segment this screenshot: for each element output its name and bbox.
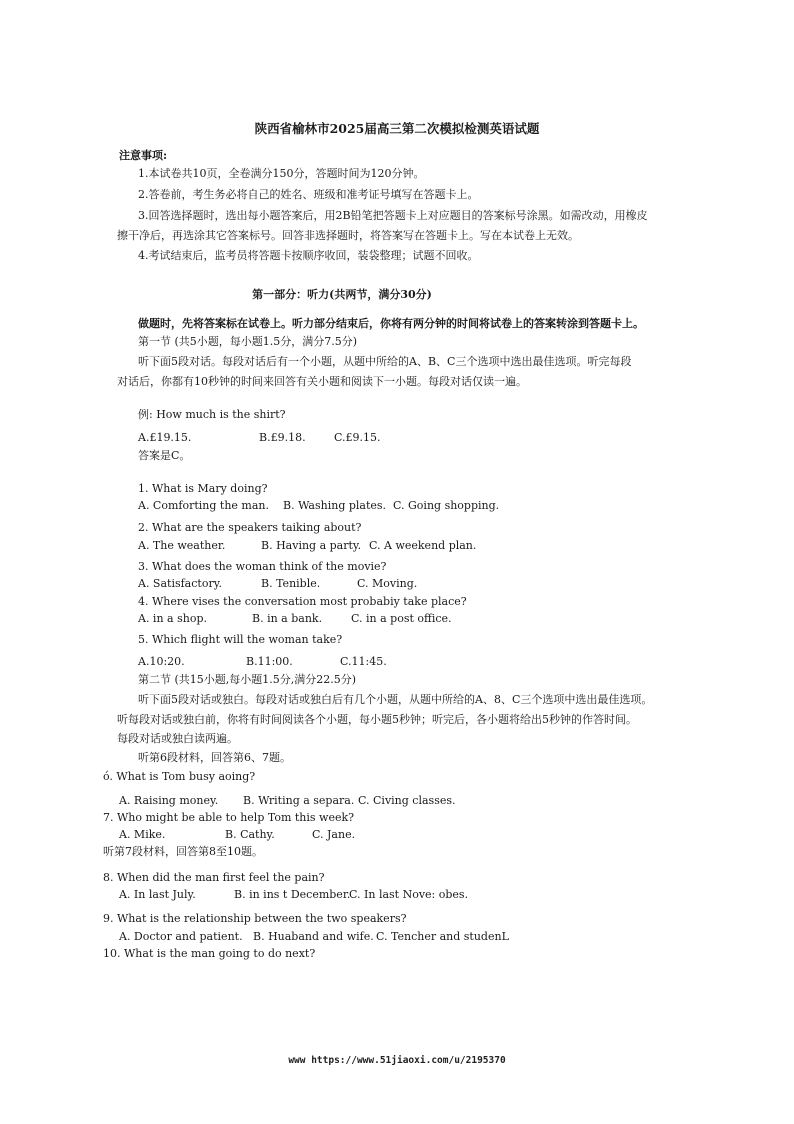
q4-option-c: C. in a post office. (351, 612, 452, 625)
q6-option-a: A. Raising money. (119, 794, 219, 807)
section1-desc-1: 听下面5段对话。每段对话后有一个小题，从题中所给的A、B、C三个选项中选出最佳选项。听完每段 (138, 355, 632, 368)
material-6-note: 听第6段材料，回答第6、7题。 (138, 751, 291, 764)
question-7: 7. Who might be able to help Tom this week? (103, 811, 355, 824)
material-7-note: 听第7段材料，回答第8至10题。 (103, 845, 263, 858)
notice-heading: 注意事项: (119, 149, 168, 162)
q6-option-c: C. Civing classes. (358, 794, 456, 807)
notice-item-2: 2.答卷前，考生务必将自己的姓名、班级和准考证号填写在答题卡上。 (138, 188, 479, 201)
question-8: 8. When did the man first feel the pain? (103, 871, 325, 884)
page-title: 陕西省榆林市2025届高三第二次模拟检测英语试题 (254, 121, 540, 136)
question-10: 10. What is the man going to do next? (103, 947, 316, 960)
q7-option-b: B. Cathy. (225, 828, 275, 841)
q9-option-c: C. Tencher and studenL (376, 930, 509, 943)
part1-instruction: 做题时，先将答案标在试卷上。听力部分结束后，你将有两分钟的时间将试卷上的答案转涂到答题卡上。 (138, 317, 644, 330)
q3-option-b: B. Tenible. (261, 577, 321, 590)
q4-option-b: B. in a bank. (252, 612, 323, 625)
section1-desc-2: 对话后，你都有10秒钟的时间来回答有关小题和阅读下一小题。每段对话仅读一遍。 (117, 375, 527, 388)
question-3: 3. What does the woman think of the movie? (138, 560, 387, 573)
q4-option-a: A. in a shop. (138, 612, 207, 625)
footer-url: www https://www.51jiaoxi.com/u/2195370 (288, 1055, 506, 1066)
q2-option-a: A. The weather. (138, 539, 226, 552)
q5-option-a: A.10:20. (138, 655, 185, 668)
notice-item-4: 4.考试结束后，监考员将答题卡按顺序收回，装袋整理；试题不回收。 (138, 249, 479, 262)
section2-desc-3: 每段对话或独白读两遍。 (117, 732, 238, 745)
q1-option-c: C. Going shopping. (393, 499, 500, 512)
q6-option-b: B. Writing a separa. (243, 794, 355, 807)
section1-heading: 第一节 (共5小题，每小题1.5分，满分7.5分) (138, 335, 358, 348)
q7-option-a: A. Mike. (119, 828, 166, 841)
part1-heading: 第一部分：听力(共两节，满分30分) (252, 288, 432, 301)
section2-desc-2: 听每段对话或独白前，你将有时间阅读各个小题，每小题5秒钟；听完后，各小题将给出5秒钟的作答时间。 (117, 713, 637, 726)
example-option-b: B.£9.18. (259, 431, 306, 444)
question-1: 1. What is Mary doing? (138, 482, 268, 495)
q3-option-c: C. Moving. (357, 577, 418, 590)
q3-option-a: A. Satisfactory. (138, 577, 222, 590)
q1-option-a: A. Comforting the man. (138, 499, 270, 512)
q2-option-c: C. A weekend plan. (369, 539, 477, 552)
question-4: 4. Where vises the conversation most probabiy take place? (138, 595, 467, 608)
example-question: 例: How much is the shirt? (138, 408, 286, 421)
notice-item-3: 3.回答选择题时，选出每小题答案后，用2B铅笔把答题卡上对应题目的答案标号涂黑。如需改动，用橡皮 (138, 209, 648, 222)
q7-option-c: C. Jane. (312, 828, 356, 841)
q9-option-a: A. Doctor and patient. (119, 930, 243, 943)
example-option-a: A.£19.15. (138, 431, 192, 444)
q8-option-a: A. In last July. (119, 888, 196, 901)
section2-desc-1: 听下面5段对话或独白。每段对话或独白后有几个小题，从题中所给的A、8、C三个选项中选出最佳选项。 (138, 693, 653, 706)
q1-option-b: B. Washing plates. (283, 499, 387, 512)
question-9: 9. What is the relationship between the two speakers? (103, 912, 407, 925)
example-answer: 答案是C。 (138, 449, 191, 462)
q8-option-c: C. In last Nove: obes. (349, 888, 469, 901)
question-6: ó. What is Tom busy aoing? (103, 770, 256, 783)
q2-option-b: B. Having a party. (261, 539, 362, 552)
question-5: 5. Which flight will the woman take? (138, 633, 343, 646)
q9-option-b: B. Huaband and wife. (253, 930, 374, 943)
notice-item-1: 1.本试卷共10页，全卷满分150分，答题时间为120分钟。 (138, 167, 425, 180)
question-2: 2. What are the speakers taiking about? (138, 521, 362, 534)
notice-item-3-cont: 擦干净后，再选涂其它答案标号。回答非选择题时，将答案写在答题卡上。写在本试卷上无效。 (117, 229, 579, 242)
q5-option-c: C.11:45. (340, 655, 387, 668)
q5-option-b: B.11:00. (246, 655, 293, 668)
section2-heading: 第二节 (共15小题,每小题1.5分,满分22.5分) (138, 673, 357, 686)
example-option-c: C.£9.15. (334, 431, 381, 444)
q8-option-b: B. in ins t December. (234, 888, 351, 901)
